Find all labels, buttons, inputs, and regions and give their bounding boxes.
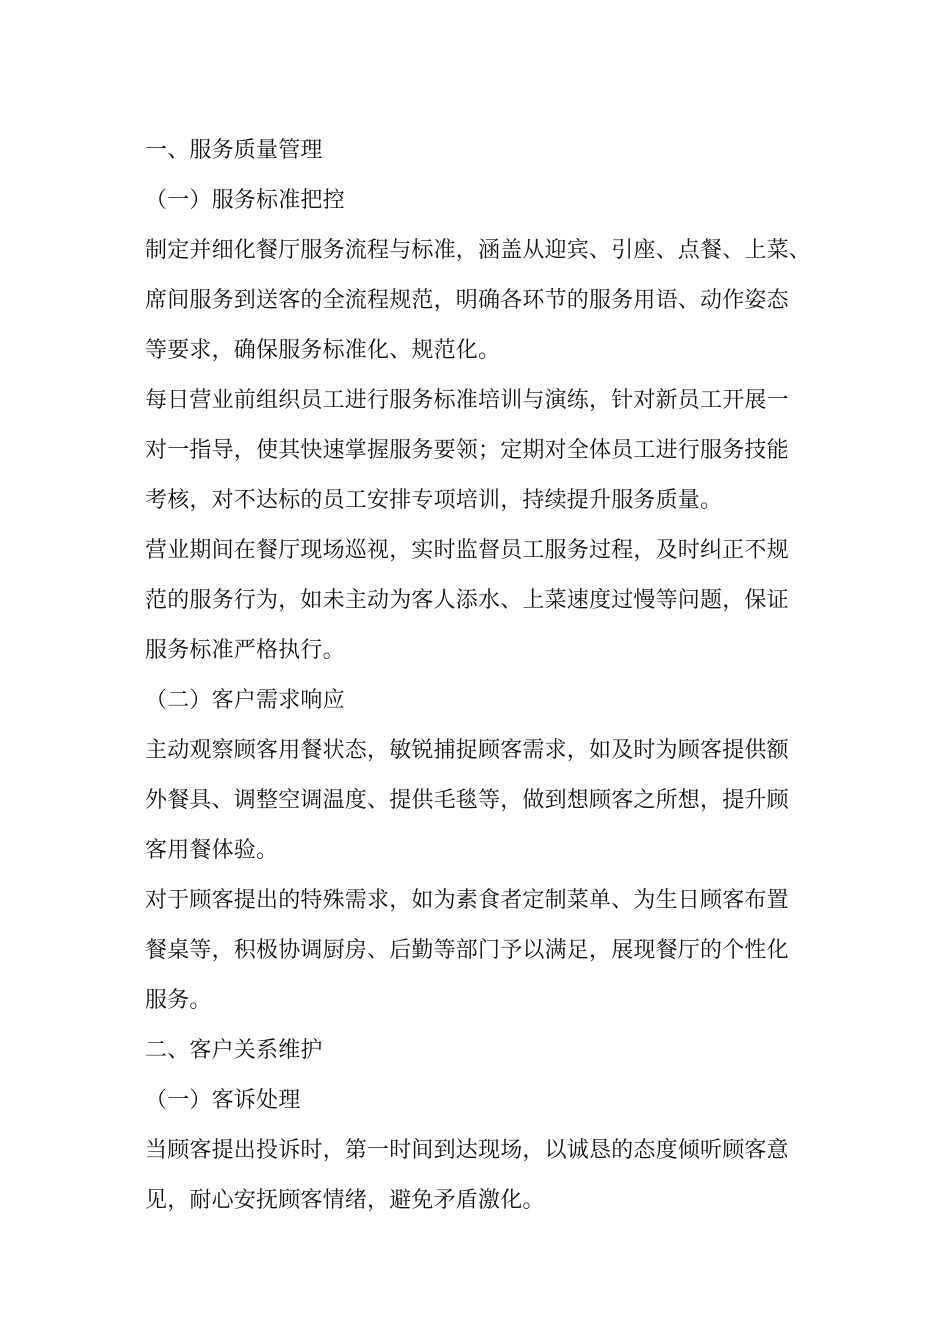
subheading-customer-needs: （二）客户需求响应 <box>145 688 345 713</box>
section-heading-customer-relations: 二、客户关系维护 <box>145 1038 323 1063</box>
paragraph-line: 等要求，确保服务标准化、规范化。 <box>145 338 501 363</box>
paragraph-line: 见，耐心安抚顾客情绪，避免矛盾激化。 <box>145 1188 545 1213</box>
paragraph-line: 服务。 <box>145 988 212 1013</box>
paragraph-line: 服务标准严格执行。 <box>145 638 345 663</box>
paragraph-line: 考核，对不达标的员工安排专项培训，持续提升服务质量。 <box>145 488 723 513</box>
paragraph-line: 席间服务到送客的全流程规范，明确各环节的服务用语、动作姿态 <box>145 288 789 313</box>
paragraph-line: 对一指导，使其快速掌握服务要领；定期对全体员工进行服务技能 <box>145 438 789 463</box>
subheading-service-standards: （一）服务标准把控 <box>145 188 345 213</box>
paragraph-line: 客用餐体验。 <box>145 838 279 863</box>
paragraph-line: 制定并细化餐厅服务流程与标准，涵盖从迎宾、引座、点餐、上菜、 <box>145 238 812 263</box>
paragraph-line: 主动观察顾客用餐状态，敏锐捕捉顾客需求，如及时为顾客提供额 <box>145 738 789 763</box>
subheading-complaint-handling: （一）客诉处理 <box>145 1088 301 1113</box>
paragraph-line: 当顾客提出投诉时，第一时间到达现场，以诚恳的态度倾听顾客意 <box>145 1138 789 1163</box>
document-body <box>145 126 810 1226</box>
paragraph-line: 范的服务行为，如未主动为客人添水、上菜速度过慢等问题，保证 <box>145 588 789 613</box>
paragraph-line: 外餐具、调整空调温度、提供毛毯等，做到想顾客之所想，提升顾 <box>145 788 789 813</box>
section-heading-service-quality: 一、服务质量管理 <box>145 138 323 163</box>
paragraph-line: 餐桌等，积极协调厨房、后勤等部门予以满足，展现餐厅的个性化 <box>145 938 789 963</box>
paragraph-line: 营业期间在餐厅现场巡视，实时监督员工服务过程，及时纠正不规 <box>145 538 789 563</box>
paragraph-line: 对于顾客提出的特殊需求，如为素食者定制菜单、为生日顾客布置 <box>145 888 789 913</box>
paragraph-line: 每日营业前组织员工进行服务标准培训与演练，针对新员工开展一 <box>145 388 789 413</box>
